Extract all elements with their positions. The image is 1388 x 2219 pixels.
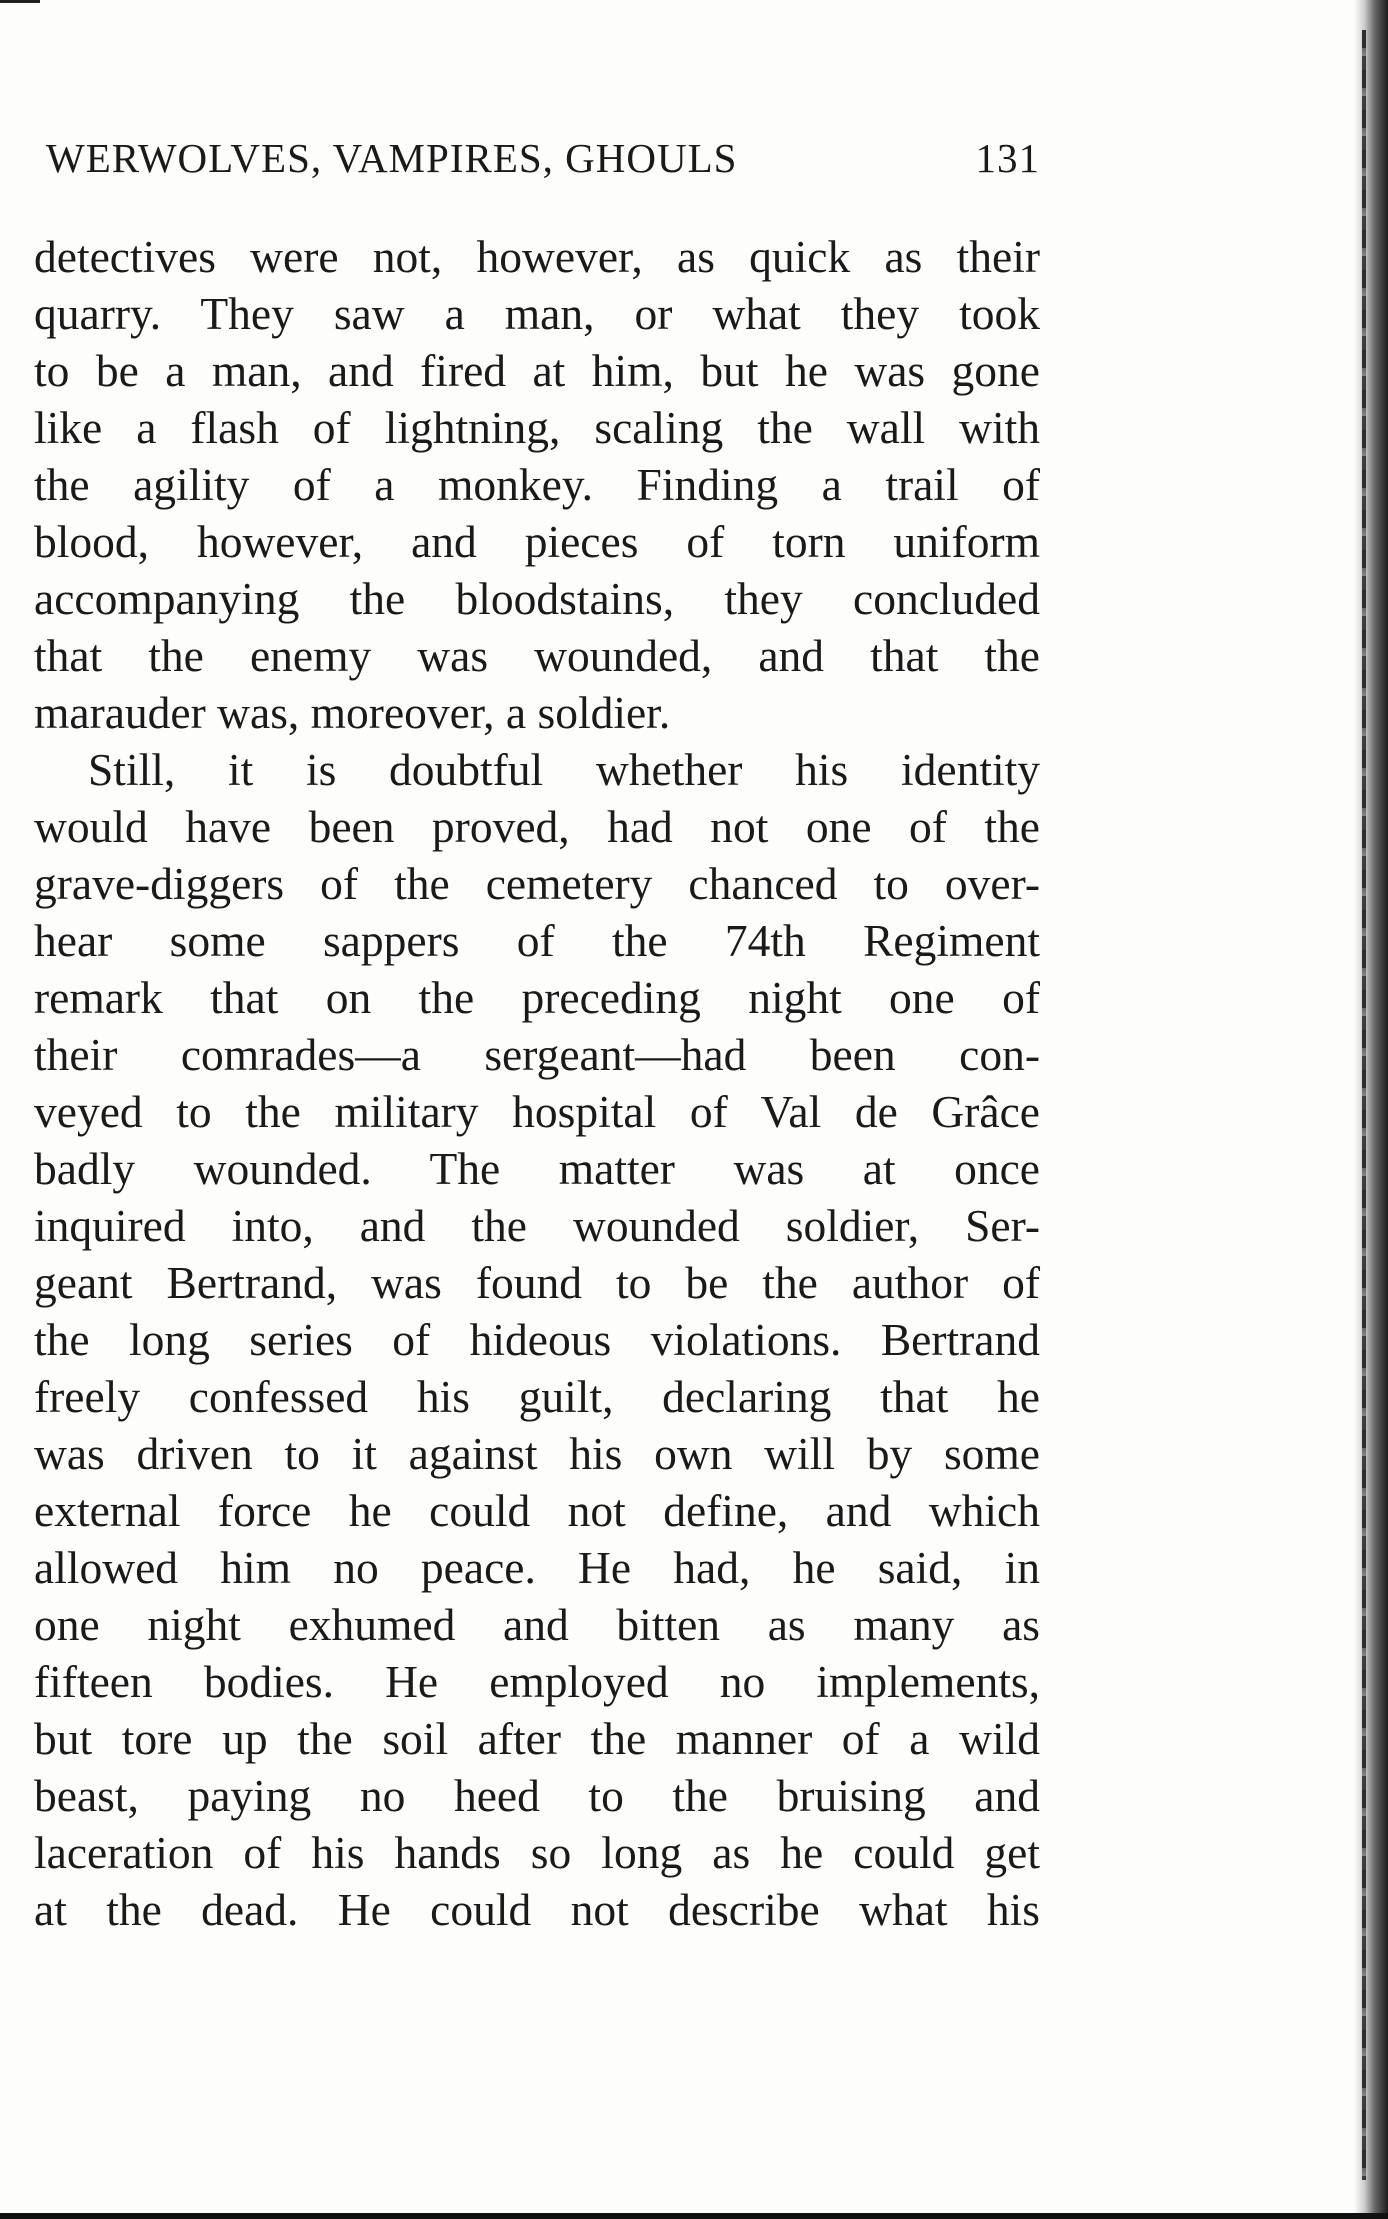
text-line: the long series of hideous violations. Bertrand — [34, 1314, 1040, 1365]
book-spine-shadow — [1354, 0, 1388, 2219]
text-line: detectives were not, however, as quick as their — [34, 231, 1040, 282]
text-line: like a flash of lightning, scaling the wall with — [34, 402, 1040, 453]
text-line: but tore up the soil after the manner of a wild — [34, 1713, 1040, 1764]
text-line: at the dead. He could not describe what his — [34, 1884, 1040, 1935]
text-line: would have been proved, had not one of the — [34, 801, 1040, 852]
text-line: freely confessed his guilt, declaring that he — [34, 1371, 1040, 1422]
text-line: allowed him no peace. He had, he said, in — [34, 1542, 1040, 1593]
paragraph-start-line: Still, it is doubtful whether his identity — [88, 744, 1040, 795]
text-line: one night exhumed and bitten as many as — [34, 1599, 1040, 1650]
text-line: blood, however, and pieces of torn uniform — [34, 516, 1040, 567]
text-line: their comrades—a sergeant—had been con- — [34, 1029, 1040, 1080]
body-text — [34, 228, 1040, 1938]
top-edge-rule — [0, 0, 40, 3]
text-line: veyed to the military hospital of Val de Grâce — [34, 1086, 1040, 1137]
text-line: laceration of his hands so long as he could get — [34, 1827, 1040, 1878]
page-header — [46, 130, 1040, 186]
text-line: was driven to it against his own will by some — [34, 1428, 1040, 1479]
page-number: 131 — [975, 135, 1040, 181]
text-line: beast, paying no heed to the bruising and — [34, 1770, 1040, 1821]
bottom-edge-rule — [0, 2213, 1388, 2219]
paragraph-end-line: marauder was, moreover, a soldier. — [34, 687, 671, 738]
text-line: external force he could not define, and which — [34, 1485, 1040, 1536]
text-line: to be a man, and fired at him, but he was gone — [34, 345, 1040, 396]
text-line: the agility of a monkey. Finding a trail of — [34, 459, 1040, 510]
text-line: badly wounded. The matter was at once — [34, 1143, 1040, 1194]
text-line: accompanying the bloodstains, they concluded — [34, 573, 1040, 624]
text-line: fifteen bodies. He employed no implements, — [34, 1656, 1040, 1707]
page-edge-texture — [1362, 30, 1366, 2180]
text-line: remark that on the preceding night one of — [34, 972, 1040, 1023]
text-line: hear some sappers of the 74th Regiment — [34, 915, 1040, 966]
running-head: WERWOLVES, VAMPIRES, GHOULS — [46, 135, 738, 181]
text-line: quarry. They saw a man, or what they took — [34, 288, 1040, 339]
text-line: grave-diggers of the cemetery chanced to over- — [34, 858, 1040, 909]
text-line: that the enemy was wounded, and that the — [34, 630, 1040, 681]
text-line: inquired into, and the wounded soldier, Ser- — [34, 1200, 1040, 1251]
text-line: geant Bertrand, was found to be the author of — [34, 1257, 1040, 1308]
